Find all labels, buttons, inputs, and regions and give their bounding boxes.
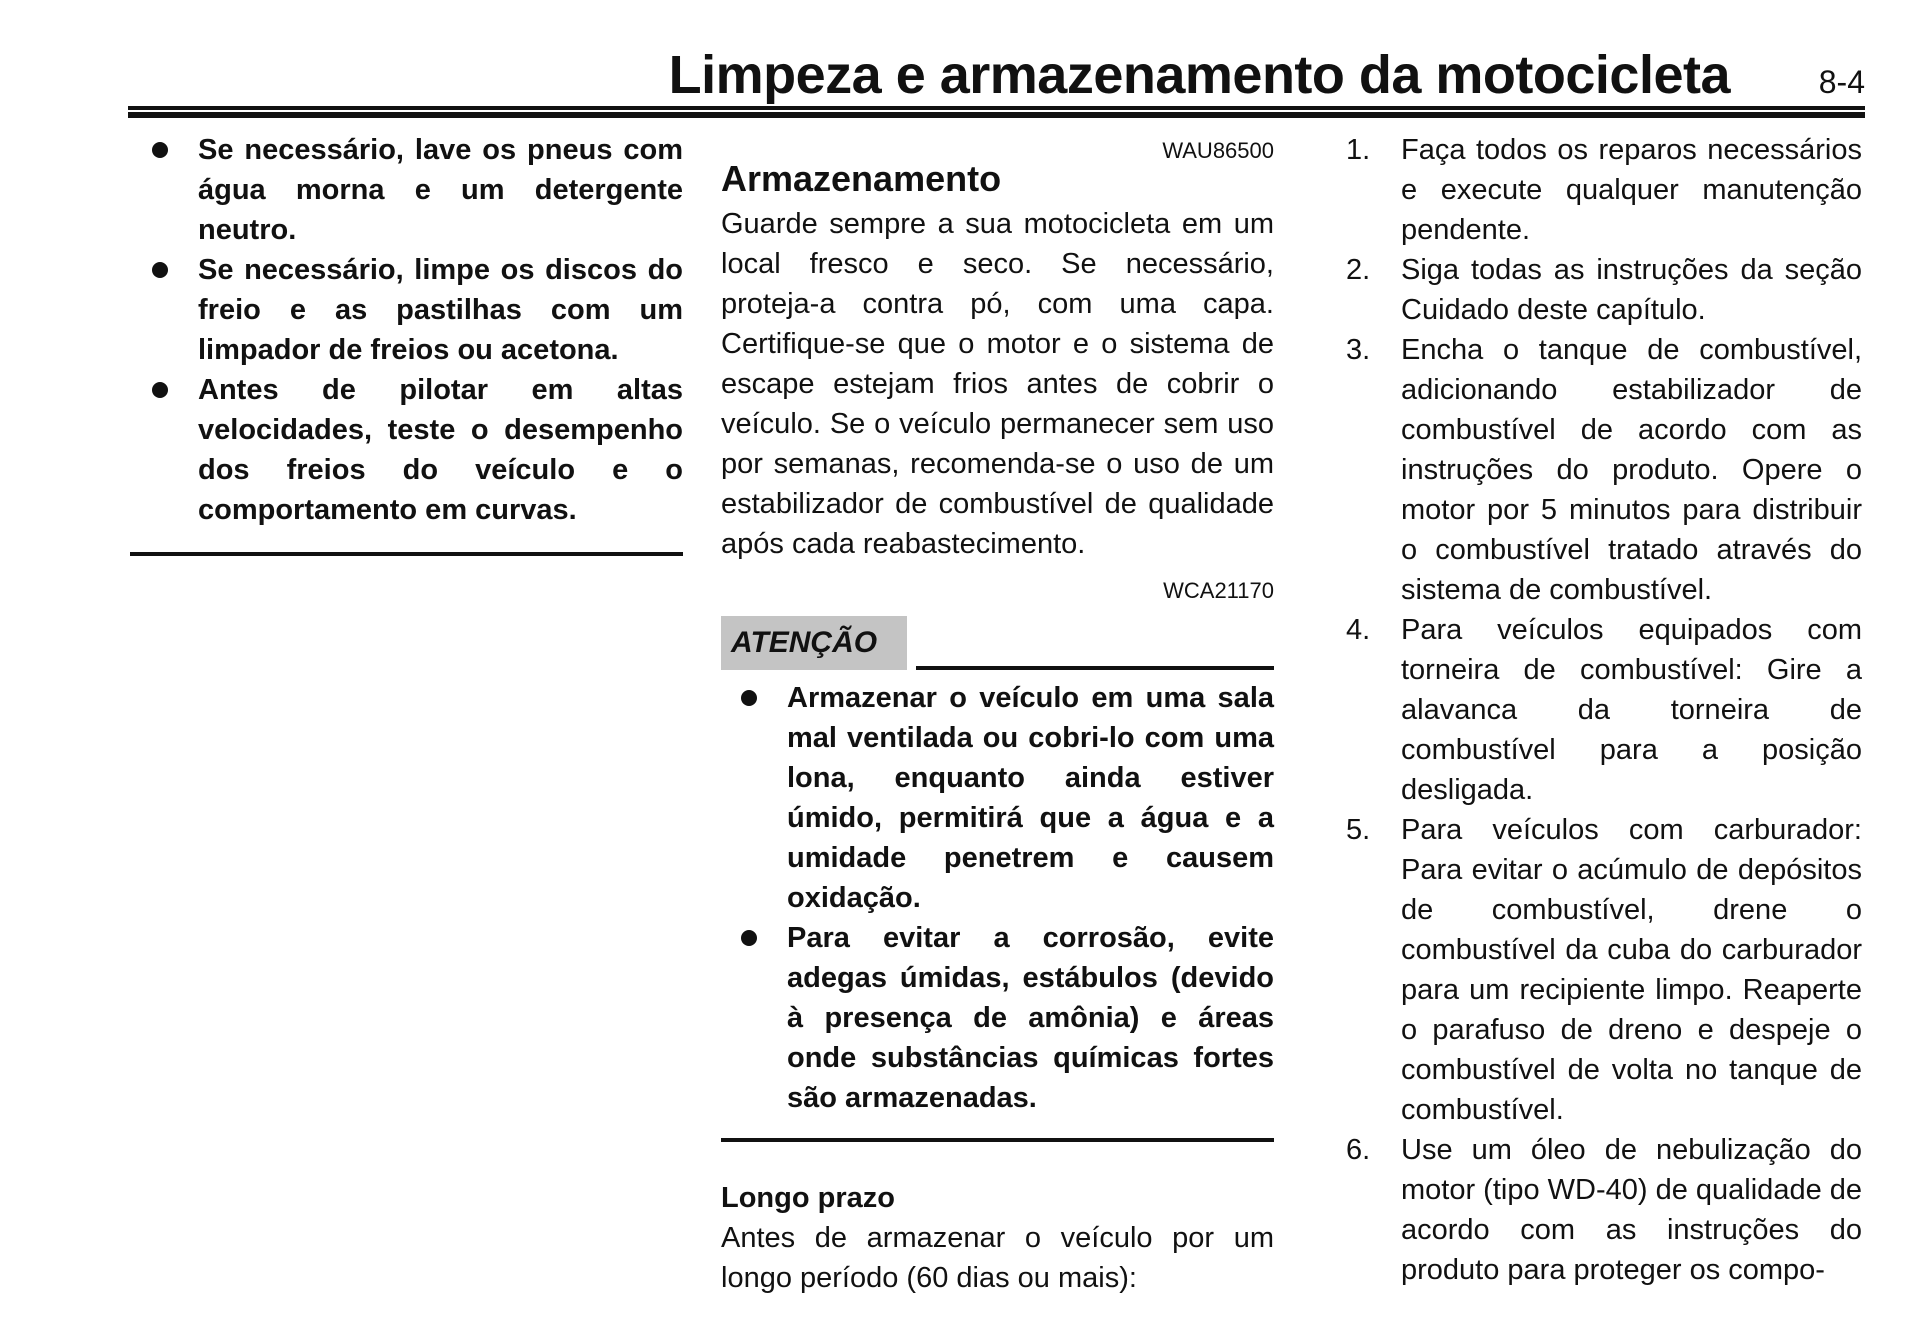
cleaning-bullets bbox=[130, 130, 683, 530]
warning-header bbox=[721, 616, 1274, 670]
intro-paragraph: Guarde sempre a sua motocicleta em um local fresco e seco. Se necessário, proteja-a contra pó, com uma capa. Certifique-se que o motor e o sistema de escape estejam frios antes de cobrir o veículo. Se o veículo permanecer sem uso por semanas, recomenda-se o uso de um estabilizador de combustível de qualidade após cada reabastecimento. bbox=[721, 208, 1274, 560]
bullet-icon bbox=[152, 382, 168, 398]
bullet-icon bbox=[152, 262, 168, 278]
bullet-icon bbox=[741, 930, 757, 946]
subsection-title: Longo prazo bbox=[721, 1182, 895, 1214]
list-item: 1. Faça todos os reparos necessários e execute qualquer manutenção pendente. bbox=[1346, 134, 1862, 246]
warning-bullets bbox=[721, 678, 1274, 1118]
page-header bbox=[0, 44, 1920, 114]
page-number: 8-4 bbox=[1818, 64, 1865, 100]
column-1 bbox=[130, 130, 683, 556]
warning-rule bbox=[916, 666, 1274, 670]
list-item: 2. Siga todas as instruções da seção Cuidado deste capítulo. bbox=[1346, 254, 1862, 326]
section-end-rule bbox=[130, 552, 683, 556]
storage-steps bbox=[1346, 130, 1862, 1290]
list-item: Para evitar a corrosão, evite adegas úmidas, estábulos (devido à presença de amônia) e áreas onde substâncias químicas fortes são armazenadas. bbox=[721, 918, 1274, 1118]
page-title: Limpeza e armazenamento da motocicleta bbox=[668, 45, 1730, 105]
section-code: WAU86500 bbox=[1162, 138, 1274, 163]
bullet-icon bbox=[741, 690, 757, 706]
list-item: Se necessário, limpe os discos do freio e as pastilhas com um limpador de freios ou acetona. bbox=[130, 250, 683, 370]
list-item: Armazenar o veículo em uma sala mal ventilada ou cobri-lo com uma lona, enquanto ainda estiver úmido, permitirá que a água e a umidade penetrem e causem oxidação. bbox=[721, 678, 1274, 918]
header-rule-thick bbox=[128, 112, 1865, 118]
list-item: 6. Use um óleo de nebulização do motor (tipo WD-40) de qualidade de acordo com as instruções do produto para proteger os compo- bbox=[1346, 1134, 1863, 1286]
list-item: Se necessário, lave os pneus com água morna e um detergente neutro. bbox=[130, 130, 683, 250]
list-item: 3. Encha o tanque de combustível, adicionando estabilizador de combustível de acordo com as instruções do produto. Opere o motor por 5 minutos para distribuir o combustível tratado através do sistema de combustível. bbox=[1346, 334, 1862, 606]
warning-label: ATENÇÃO bbox=[721, 616, 907, 670]
warning-code: WCA21170 bbox=[1163, 578, 1274, 603]
warning-end-rule bbox=[721, 1138, 1274, 1142]
list-item: 5. Para veículos com carburador: Para evitar o acúmulo de depósitos de combustível, drene o combustível da cuba do carburador para um recipiente limpo. Reaperte o parafuso de dreno e despeje o combustível de volta no tanque de combustível. bbox=[1346, 814, 1862, 1126]
column-3 bbox=[1346, 130, 1862, 1290]
list-item: 4. Para veículos equipados com torneira de combustível: Gire a alavanca da torneira de combustível para a posição desligada. bbox=[1346, 614, 1862, 806]
list-item: Antes de pilotar em altas velocidades, teste o desempenho dos freios do veículo e o comportamento em curvas. bbox=[130, 370, 683, 530]
header-rule-thin bbox=[128, 106, 1865, 110]
section-title: Armazenamento bbox=[721, 158, 1002, 199]
subsection-paragraph: Antes de armazenar o veículo por um longo período (60 dias ou mais): bbox=[721, 1222, 1274, 1294]
column-2 bbox=[721, 130, 1274, 1298]
bullet-icon bbox=[152, 142, 168, 158]
